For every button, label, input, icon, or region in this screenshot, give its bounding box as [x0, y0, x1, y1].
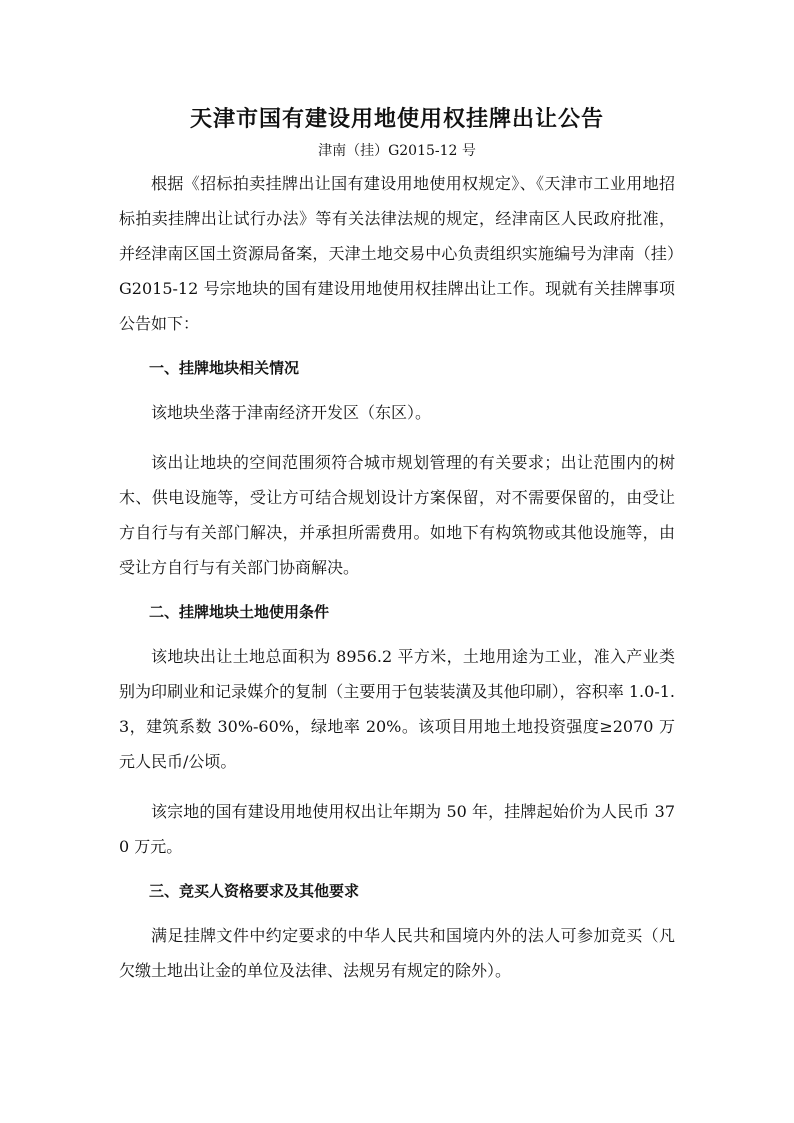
section-heading-3: 三、竞买人资格要求及其他要求	[149, 882, 360, 900]
document-number: 津南（挂）G2015-12 号	[318, 143, 476, 159]
section-2-paragraph-2: 该宗地的国有建设用地使用权出让年期为 50 年，挂牌起始价为人民币 370 万元。	[119, 802, 675, 856]
section-2-paragraph-1: 该地块出让土地总面积为 8956.2 平方米，土地用途为工业，准入产业类别为印刷业和记录媒介的复制（主要用于包装装潢及其他印刷），容积率 1.0-1.3，建筑系数 30%-60%，绿地率 20%。该项目用地土地投资强度≥2070 万元人民币/公顷。	[119, 647, 675, 771]
section-1-paragraph-1: 该地块坐落于津南经济开发区（东区）。	[151, 403, 432, 422]
section-3-paragraph-1: 满足挂牌文件中约定要求的中华人民共和国境内外的法人可参加竞买（凡欠缴土地出让金的单位及法律、法规另有规定的除外）。	[119, 926, 675, 980]
document-body	[119, 166, 675, 988]
intro-paragraph: 根据《招标拍卖挂牌出让国有建设用地使用权规定》、《天津市工业用地招标拍卖挂牌出让试行办法》等有关法律法规的规定，经津南区人民政府批准，并经津南区国土资源局备案，天津土地交易中心负责组织实施编号为津南（挂）G2015-12 号宗地块的国有建设用地使用权挂牌出让工作。现就有关挂牌事项公告如下：	[119, 174, 675, 333]
document-title: 天津市国有建设用地使用权挂牌出让公告	[189, 106, 604, 132]
section-1-paragraph-2: 该出让地块的空间范围须符合城市规划管理的有关要求；出让范围内的树木、供电设施等，受让方可结合规划设计方案保留，对不需要保留的，由受让方自行与有关部门解决，并承担所需费用。如地下有构筑物或其他设施等，由受让方自行与有关部门协商解决。	[119, 453, 675, 577]
section-heading-2: 二、挂牌地块土地使用条件	[149, 603, 330, 621]
section-heading-1: 一、挂牌地块相关情况	[149, 359, 300, 377]
